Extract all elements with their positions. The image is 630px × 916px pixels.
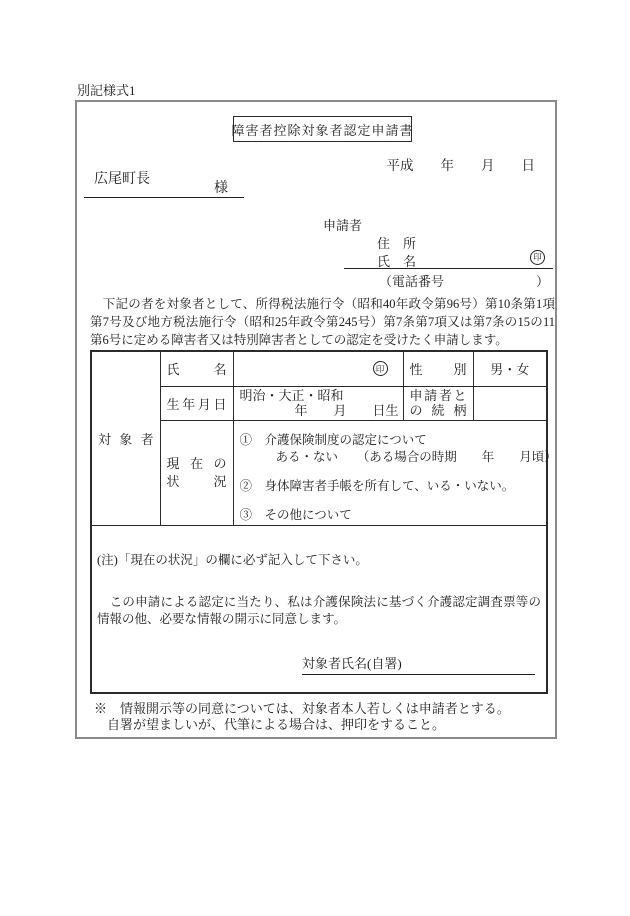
applicant-seal-icon: 印 [530, 250, 545, 265]
birth-era-line: 明治・大正・昭和 [239, 388, 344, 403]
relation-value-cell [473, 386, 547, 420]
birth-value-cell [233, 386, 403, 420]
subject-label-cell [91, 351, 160, 525]
addressee-suffix: 様 [214, 181, 228, 196]
status-content-cell [233, 420, 557, 525]
addressee: 広尾町長 [94, 172, 150, 187]
signature-line: 対象者氏名(自署) [302, 653, 535, 675]
status-item-3: ③ その他について [239, 507, 352, 522]
addressee-underline [84, 174, 244, 198]
date-line: 平成 年 月 日 [386, 158, 535, 173]
caution-note: (注)「現在の状況」の欄に必ず記入して下さい。 [97, 553, 368, 568]
consent-paragraph: この申請による認定に当たり、私は介護保険法に基づく介護認定調査票等の情報の他、必要な情報の開示に同意します。 [97, 595, 541, 627]
sex-value-cell: 男・女 [473, 351, 547, 386]
name-label-cell: 氏名 [160, 351, 233, 386]
status-label-cell: 現在の 状況 [160, 420, 233, 525]
applicant-label: 申請者 [323, 218, 363, 233]
notes-cell [91, 525, 547, 693]
relation-label-cell: 申請者と の続柄 [403, 386, 473, 420]
name-label: 氏 名 [377, 254, 417, 269]
sex-label-cell: 性別 [403, 351, 473, 386]
status-item-2: ② 身体障害者手帳を所有して、いる・いない。 [239, 478, 515, 493]
intro-paragraph: 下記の者を対象者として、所得税法施行令（昭和40年政令第96号）第10条第1項第7号及び地方税法施行令（昭和25年政令第245号）第7条第7項又は第7条の15の11第6号に定める障害者又は特別障害者としての認定を受けたく申請します。 [90, 297, 555, 347]
footer-note [94, 701, 510, 733]
form-code: 別記様式1 [77, 83, 136, 98]
status-item-1-sub: ある・ない （ある場合の時期 年 月頃） [275, 449, 557, 464]
document-frame [75, 100, 557, 739]
phone-line [379, 271, 549, 290]
birth-label-cell: 生年月日 [160, 386, 233, 420]
name-underline [344, 268, 553, 269]
phone-close-paren: ） [535, 274, 549, 289]
subject-label: 対象者 [98, 431, 154, 447]
footer-note-line1: ※ 情報開示等の同意については、対象者本人若しくは申請者とする。 [94, 701, 510, 716]
footer-note-line2: 自署が望ましいが、代筆による場合は、押印をすること。 [94, 717, 446, 732]
page-title: 障害者控除対象者認定申請書 [233, 116, 412, 142]
phone-label: （電話番号 [379, 274, 445, 289]
subject-table [90, 350, 557, 694]
seal-icon: 印 [373, 361, 388, 376]
address-label: 住 所 [377, 236, 417, 251]
name-input-cell [233, 351, 403, 386]
status-item-1: ① 介護保険制度の認定について [239, 432, 427, 447]
birth-date-line: 年 月 日生 [294, 403, 399, 418]
